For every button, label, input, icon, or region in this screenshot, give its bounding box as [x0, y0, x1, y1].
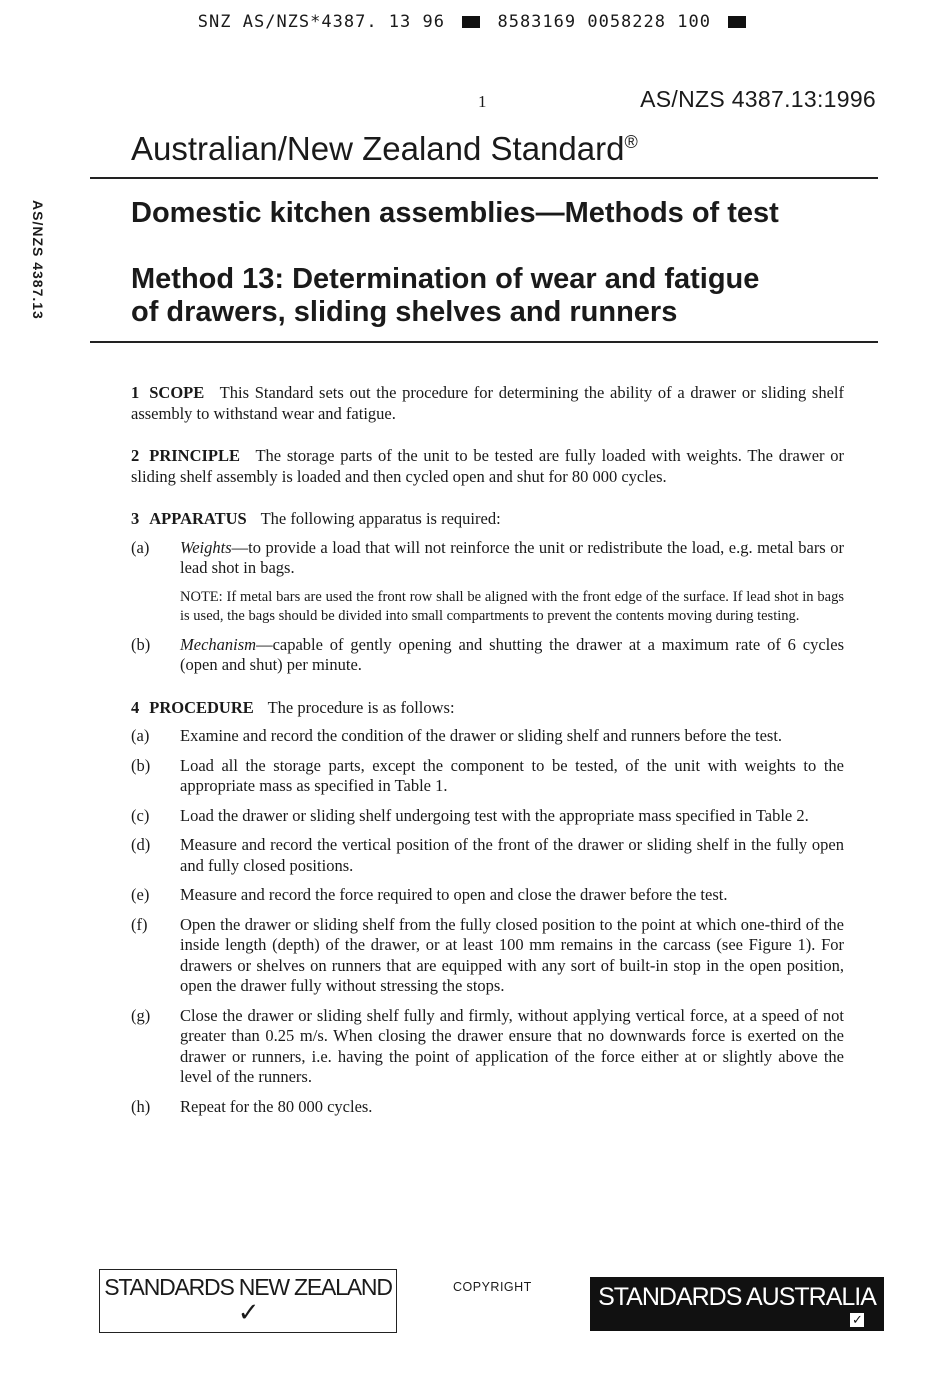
item-label: (b): [131, 634, 151, 654]
section-text: The storage parts of the unit to be tested are fully loaded with weights. The drawer or sliding shelf assembly is loaded and then cycled open and shut for 80 000 cycles.: [131, 446, 844, 486]
list-item: [131, 538, 844, 579]
list-item: [131, 806, 844, 827]
item-label: (g): [131, 1005, 151, 1025]
sa-name: STANDARDS AUSTRALIA: [598, 1283, 876, 1311]
item-label: (h): [131, 1096, 151, 1116]
side-standard-label: AS/NZS 4387.13: [30, 200, 46, 320]
standards-australia-logo: [590, 1277, 884, 1331]
header-title-text: Australian/New Zealand Standard: [131, 130, 625, 167]
section-intro: [131, 698, 844, 719]
item-label: (d): [131, 835, 151, 854]
check-icon: ✓: [850, 1313, 864, 1327]
section-number: 1: [131, 383, 140, 402]
item-label: (a): [131, 726, 150, 745]
method-title: [131, 263, 871, 329]
footer: [0, 1269, 950, 1339]
check-icon: ✓: [237, 1297, 259, 1327]
standards-new-zealand-logo: [99, 1269, 397, 1333]
section-apparatus: [131, 509, 844, 676]
section-text: The following apparatus is required:: [260, 509, 501, 528]
item-term: Weights: [180, 537, 232, 557]
section-text: The procedure is as follows:: [267, 697, 455, 717]
header-rule: [90, 177, 878, 179]
section-text: This Standard sets out the procedure for determining the ability of a drawer or sliding shelf assembly to withstand wear and fatigue.: [131, 383, 844, 423]
section-procedure: [131, 698, 844, 1118]
list-item: [131, 1006, 844, 1088]
code-block-mark: [462, 16, 480, 28]
header-title: [131, 130, 638, 168]
section-heading: SCOPE: [149, 383, 205, 402]
section-heading: APPARATUS: [149, 509, 247, 528]
method-title-line-2: of drawers, sliding shelves and runners: [131, 296, 678, 328]
item-label: (f): [131, 914, 148, 934]
item-text: Repeat for the 80 000 cycles.: [180, 1096, 373, 1116]
title-rule: [90, 341, 878, 343]
registered-mark: ®: [624, 132, 638, 152]
document-code-strip: [0, 12, 950, 32]
list-item: [131, 915, 844, 997]
snz-name: STANDARDS NEW ZEALAND: [104, 1274, 392, 1300]
item-text: Load all the storage parts, except the component to be tested, of the unit with weights to the appropriate mass as specified in Table 1.: [180, 755, 844, 795]
section-number: 3: [131, 509, 140, 528]
item-description: —to provide a load that will not reinforce the unit or redistribute the load, e.g. metal bars or lead shot in bags.: [180, 537, 844, 577]
item-description: —capable of gently opening and shutting the drawer at a maximum rate of 6 cycles (open and shut) per minute.: [180, 634, 844, 674]
item-text: Examine and record the condition of the drawer or sliding shelf and runners before the test.: [180, 726, 783, 745]
item-text: Measure and record the vertical position of the front of the drawer or sliding shelf in the fully open and fully closed positions.: [180, 835, 844, 875]
list-item: [131, 756, 844, 797]
section-heading: PRINCIPLE: [149, 446, 241, 465]
list-item: [131, 835, 844, 876]
document-body: [131, 383, 844, 1139]
item-text: Measure and record the force required to open and close the drawer before the test.: [180, 885, 728, 904]
item-text: Load the drawer or sliding shelf undergoing test with the appropriate mass specified in Table 2.: [180, 805, 809, 825]
item-text: Close the drawer or sliding shelf fully and firmly, without applying vertical force, at a speed of not greater than 0.25 m/s. When closing the drawer ensure that no downwards force is exerted on the drawer or runners, i.e. having the point of application of the force either at or slightly above the level of the runners.: [180, 1005, 844, 1086]
document-code-2: 8583169 0058228 100: [497, 12, 711, 32]
method-title-line-1: Method 13: Determination of wear and fatigue: [131, 263, 760, 295]
document-title: Domestic kitchen assemblies—Methods of test: [131, 197, 779, 229]
item-label: (a): [131, 537, 150, 557]
item-text: Open the drawer or sliding shelf from the fully closed position to the point at which one-third of the inside length (depth) of the drawer, or at least 100 mm remains in the carcass (see Figure 1). For drawers or shelves on runners that are equipped with any sort of built-in stop in the open position, open the drawer fully without stressing the stops.: [180, 914, 844, 995]
section-heading: PROCEDURE: [149, 697, 254, 717]
item-text: [180, 538, 844, 579]
list-item: [131, 885, 844, 906]
page-number: 1: [478, 92, 487, 111]
code-block-mark: [728, 16, 746, 28]
list-item: [131, 635, 844, 676]
item-text: [180, 635, 844, 676]
item-label: (b): [131, 755, 151, 775]
section-number: 2: [131, 446, 140, 465]
item-label: (c): [131, 805, 150, 825]
item-label: (e): [131, 885, 150, 904]
section-principle: [131, 446, 844, 487]
standard-number: AS/NZS 4387.13:1996: [640, 86, 876, 112]
copyright-label: COPYRIGHT: [453, 1280, 532, 1294]
note: NOTE: If metal bars are used the front row shall be aligned with the front edge of the surface. If lead shot in bags is used, the bags should be divided into small compartments to prevent the contents moving during testing.: [180, 588, 844, 624]
document-code: SNZ AS/NZS*4387. 13 96: [197, 12, 445, 32]
section-scope: [131, 383, 844, 424]
list-item: [131, 726, 844, 747]
list-item: [131, 1097, 844, 1118]
item-term: Mechanism: [180, 634, 257, 654]
section-number: 4: [131, 697, 140, 717]
section-intro: [131, 509, 844, 530]
